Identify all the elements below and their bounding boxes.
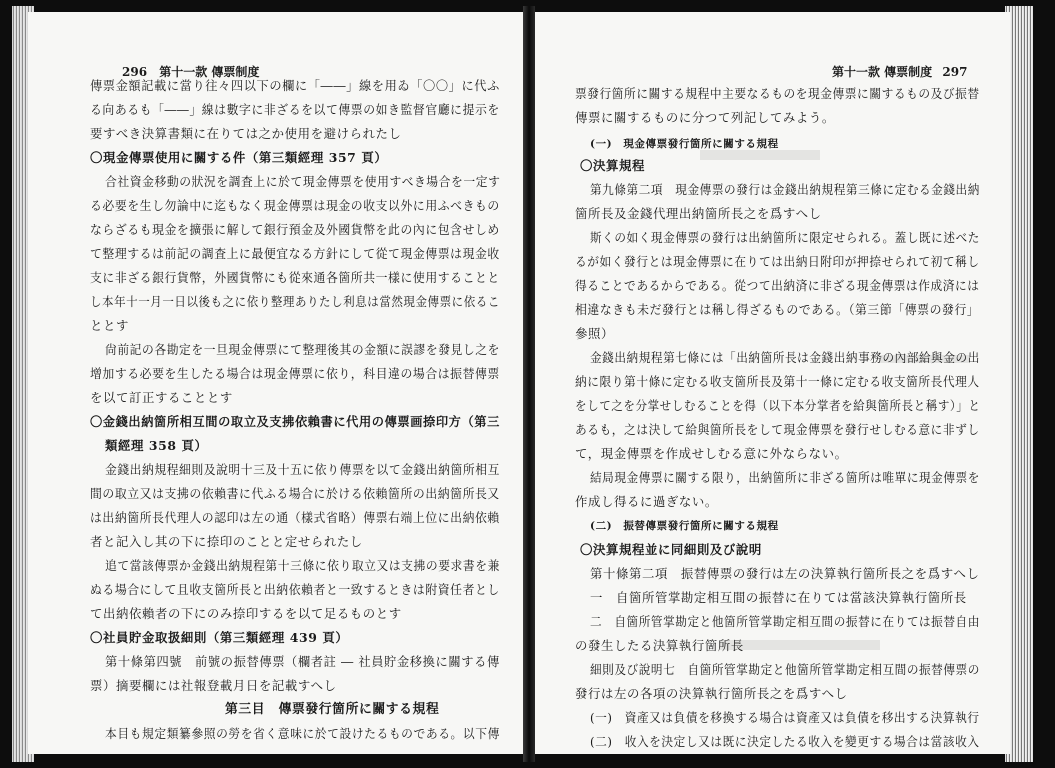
text-line: ととす <box>90 318 129 333</box>
text-line: 納に限り第十條に定むる收支箇所長及第十一條に定むる收支箇所長代理人 <box>575 374 980 389</box>
text-line: 箇所長及金錢代理出納箇所長之を爲すへし <box>575 206 822 221</box>
section-heading: 〇決算規程 <box>580 158 645 173</box>
text-line: 傳票に關するものに分つて列記してみよう。 <box>575 110 835 125</box>
text-line: て，現金傳票を作成せしむる意に外ならない。 <box>575 446 848 461</box>
left-page-number: 296 <box>122 65 148 79</box>
section-heading: 〇社員貯金取扱細則（第三類經理 439 頁） <box>90 630 349 645</box>
scan-noise <box>720 640 880 650</box>
text-line: て整理するは前記の調査上に最便宜なる方針にして從て現金傳票は現金收 <box>90 246 500 261</box>
section-heading: 類經理 358 頁） <box>105 438 208 453</box>
text-line: 票）摘要欄には社報登載月日を記載すへし <box>90 678 337 693</box>
text-line: の發生したる決算執行箇所長 <box>575 638 744 653</box>
left-running-title: 第十一款 傳票制度 <box>159 65 260 79</box>
text-line: を以て訂正することとす <box>90 390 233 405</box>
text-line: 追て當該傳票か金錢出納規程第十三條に依り取立又は支拂の要求書を兼 <box>105 558 500 573</box>
text-line: 支に非ざる銀行貨幣，外國貨幣にも從來通各箇所共一樣に使用することと <box>90 270 500 285</box>
text-line: 要すべき決算書類に在りては之か使用を避けられたし <box>90 126 402 141</box>
text-line: 金錢出納規程細則及說明十三及十五に依り傳票を以て金錢出納箇所相互 <box>105 462 500 477</box>
text-line: あるも，之は決して給與箇所長をして現金傳票を發行せしむる意に非ずし <box>575 422 980 437</box>
text-line: 得ることであるからである。從つて出納済に非ざる現金傳票は作成済には <box>575 278 980 293</box>
text-line: 第九條第二項 現金傳票の發行は金錢出納規程第三條に定むる金錢出納 <box>590 182 980 197</box>
text-line: 票發行箇所に關する規程中主要なるものを現金傳票に關するもの及び振替 <box>575 86 980 101</box>
text-line: て出納依賴者の下にのみ捺印するを以て足るものとす <box>90 606 402 621</box>
text-line: 尙前記の各勘定を一旦現金傳票にて整理後其の金額に誤謬を發見し之を <box>105 342 500 357</box>
text-line: 結局現金傳票に關する限り，出納箇所に非ざる箇所は唯單に現金傳票を <box>590 470 980 485</box>
text-line: 相違なきも未だ發行とは稱し得ざるものである。（第三節「傳票の發行」 <box>575 302 980 317</box>
text-line: ならざるも現金を擴張に解して銀行預金及外國貨幣を此の內に包含せしめ <box>90 222 500 237</box>
text-line: は出納箇所長代理人の認印は左の通（樣式省略）傳票右端上位に出納依賴 <box>90 510 500 525</box>
text-line: る必要を生し勿論中に迄もなく現金傳票は現金の收支以外に用ふべきもの <box>90 198 500 213</box>
text-line: ぬる場合にして且收支箇所長と出納依賴者と一致するときは附資任者とし <box>90 582 500 597</box>
sub-heading: (一) 現金傳票發行箇所に關する規程 <box>590 138 779 150</box>
text-line: (一) 資產又は負債を移換する場合は資產又は負債を移出する決算執行 <box>590 710 980 725</box>
text-line: 者と記入し其の下に捺印のことと定せられたし <box>90 534 363 549</box>
text-line: 本目も規定類纂參照の勞を省く意味に於て設けたるものである。以下傳 <box>105 726 500 741</box>
chapter-subtitle: 第三目 傳票發行箇所に關する規程 <box>225 702 440 717</box>
text-line: 金錢出納規程第七條には「出納箇所長は金錢出納事務の內部給與金の出 <box>590 350 980 365</box>
text-line: 間の取立又は支拂の依賴書に代ふる場合に於ける依賴箇所の出納箇所長又 <box>90 486 500 501</box>
text-line: 第十條第二項 振替傳票の發行は左の決算執行箇所長之を爲すへし <box>590 566 980 581</box>
text-line: 第十條第四號 前號の振替傳票（欄者註 ― 社員貯金移換に關する傳 <box>105 654 500 669</box>
text-line: 二 自箇所管掌勘定と他箇所管掌勘定相互間の振替に在りては振替自由 <box>590 614 980 629</box>
text-line: 合社資金移動の狀況を調査上に於て現金傳票を使用すべき場合を一定す <box>105 174 501 189</box>
text-line: 斯くの如く現金傳票の發行は出納箇所に限定せられる。蓋し既に述べた <box>590 230 980 245</box>
text-line: 參照） <box>575 326 614 341</box>
book-gutter <box>523 6 535 762</box>
section-heading: 〇金錢出納箇所相互間の取立及支拂依賴書に代用の傳票画捺印方（第三 <box>90 414 500 429</box>
right-running-header <box>832 63 967 80</box>
section-heading: 〇決算規程並に同細則及び說明 <box>580 542 762 557</box>
text-line: 增加する必要を生したる場合は現金傳票に依り，科目違の場合は振替傳票 <box>90 366 500 381</box>
text-line: (二) 收入を決定し又は既に決定したる收入を變更する場合は當該收入 <box>590 734 980 749</box>
text-line: 傳票金額記載に當り往々四以下の欄に「――」線を用ゐ「〇〇」に代ふ <box>90 78 500 93</box>
right-page-number: 297 <box>942 65 968 79</box>
right-running-title: 第十一款 傳票制度 <box>832 65 933 79</box>
text-line: し本年十一月一日以後も之に依り整理ありたし利息は當然現金傳票に依るこ <box>90 294 500 309</box>
text-line: る向あるも「――」線は數字に非ざるを以て傳票の如き監督官廳に提示を <box>90 102 500 117</box>
text-line: 發行は左の各項の決算執行箇所長之を爲すへし <box>575 686 848 701</box>
text-line: をして之を分掌せしむることを得（以下本分掌者を給與箇所長と稱す）」と <box>575 398 981 413</box>
text-line: 一 自箇所管掌勘定相互間の振替に在りては當該決算執行箇所長 <box>590 590 967 605</box>
text-line: 細則及び說明七 自箇所管掌勘定と他箇所管掌勘定相互間の振替傳票の <box>590 662 980 677</box>
sub-heading: (二) 振替傳票發行箇所に關する規程 <box>590 520 779 532</box>
section-heading: 〇現金傳票使用に關する件（第三類經理 357 頁） <box>90 150 388 165</box>
text-line: るが如く發行とは現金傳票に在りては出納日附印が押捺せられて初て稱し <box>575 254 980 269</box>
text-line: 作成し得るに過ぎない。 <box>575 494 718 509</box>
